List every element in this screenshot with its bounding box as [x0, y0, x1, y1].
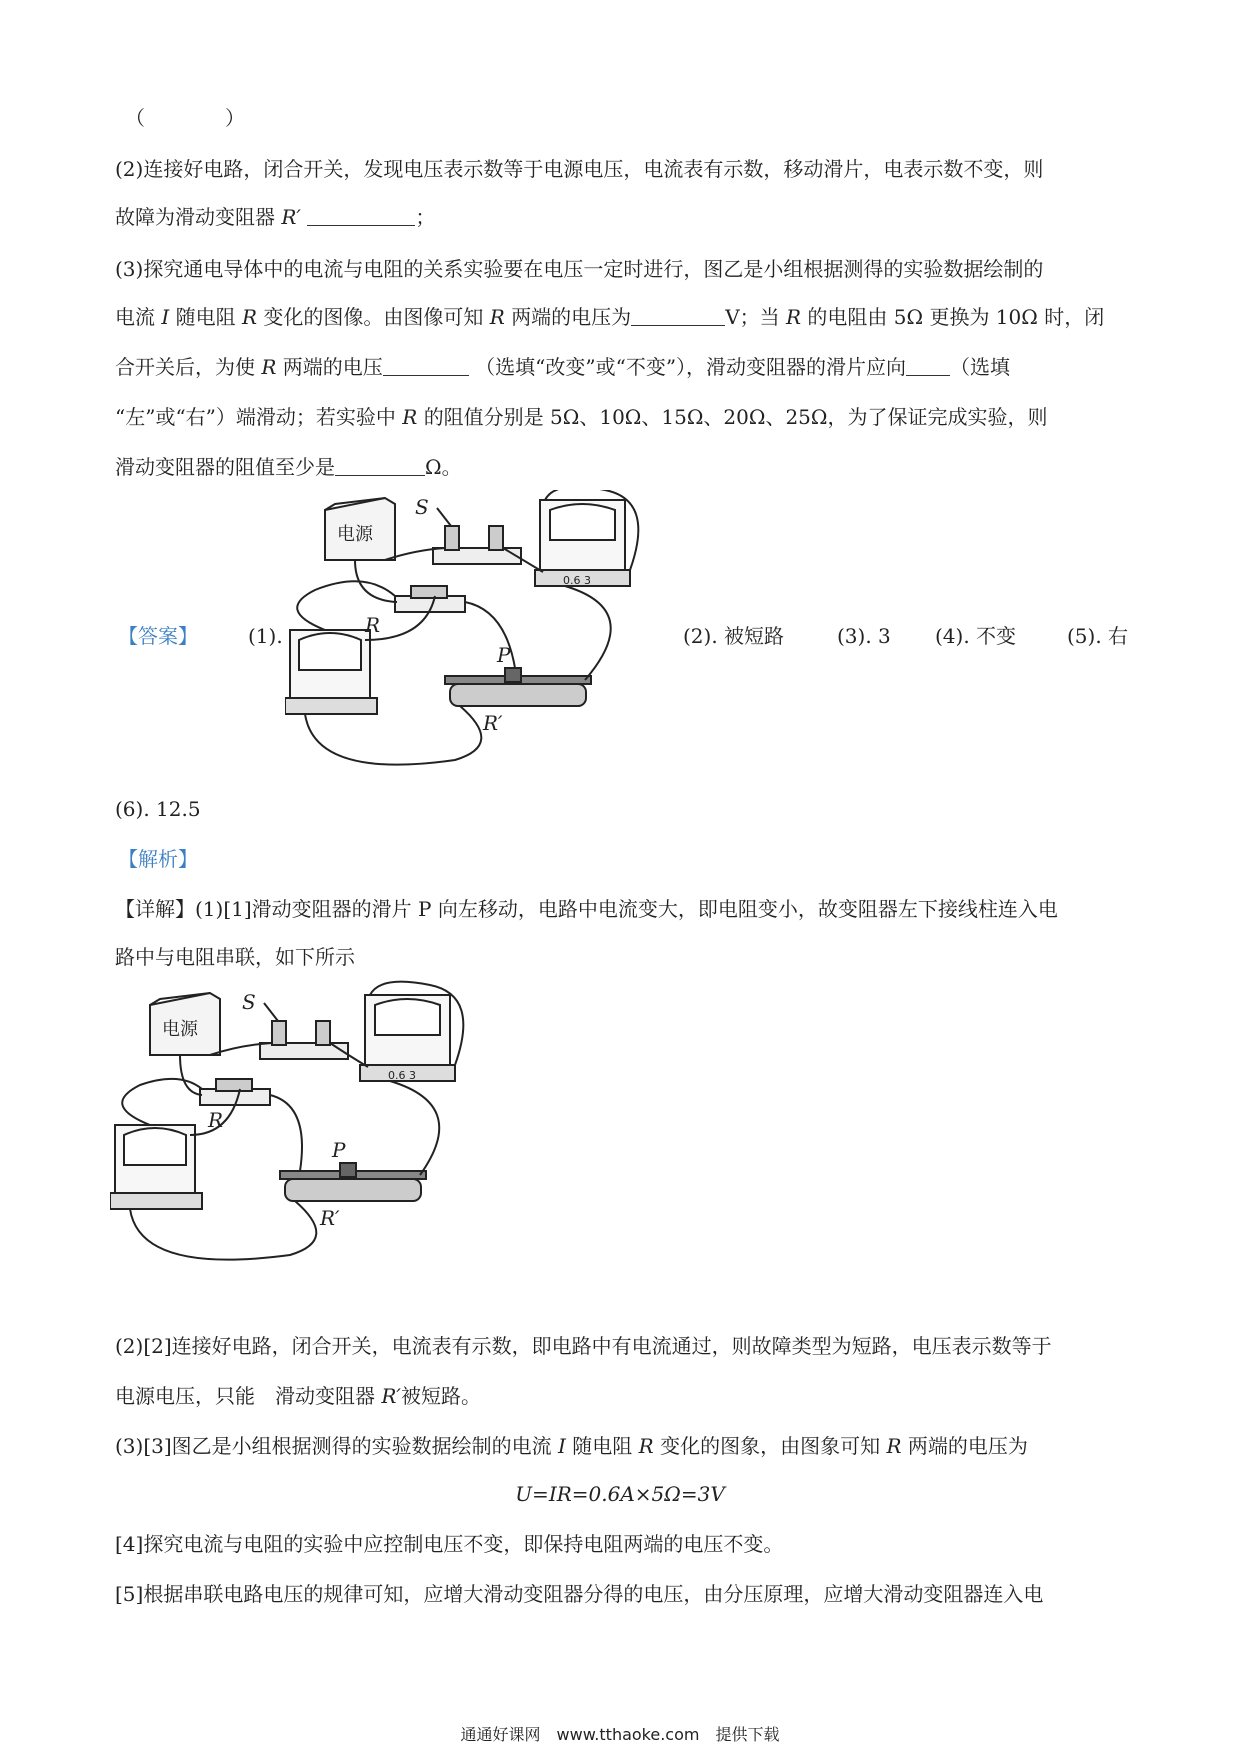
detail-5: [5]根据串联电路电压的规律可知，应增大滑动变阻器分得的电压，由分压原理，应增大滑动变阻器连入电	[115, 1582, 1044, 1606]
question-3-line-2	[115, 303, 1104, 331]
slider-label: P	[497, 643, 511, 667]
detail-text: 变化的图象，由图象可知	[660, 1434, 881, 1458]
ammeter-scale-label: 0.6 3	[563, 574, 591, 587]
q3-symbol-r: R	[241, 305, 258, 329]
detail-text: 两端的电压为	[907, 1434, 1028, 1458]
detail-text: (3)[3]图乙是小组根据测得的实验数据绘制的电流	[115, 1434, 552, 1458]
detail-symbol-r: R	[886, 1434, 902, 1458]
q3-text: “左”或“右”）端滑动；若实验中	[115, 405, 396, 429]
detail-line-2: 路中与电阻串联，如下所示	[115, 945, 355, 969]
q3-blank-2[interactable]	[383, 355, 469, 376]
formula: U=IR=0.6A×5Ω=3V	[515, 1482, 725, 1506]
detail-symbol-r: R	[638, 1434, 654, 1458]
answer-1: (1).	[248, 624, 283, 648]
answer-5: (5). 右	[1067, 624, 1129, 648]
circuit-diagram-answer	[285, 490, 645, 780]
switch-label: S	[415, 495, 429, 519]
slider-label: P	[332, 1138, 346, 1162]
question-3-line-5	[115, 453, 462, 481]
q3-text: Ω。	[425, 455, 462, 479]
answer-3: (3). 3	[837, 624, 891, 648]
q3-text: 的阻值分别是 5Ω、10Ω、15Ω、20Ω、25Ω，为了保证完成实验，则	[423, 405, 1048, 429]
q3-text: 滑动变阻器的阻值至少是	[115, 455, 335, 479]
detail-text: 电源电压，只能 滑动变阻	[115, 1384, 355, 1408]
question-3-line-3	[115, 353, 1010, 381]
q3-text: 两端的电压	[282, 355, 383, 379]
detail-2-line-1: (2)[2]连接好电路，闭合开关，电流表有示数，即电路中有电流通过，则故障类型为短路，电压表示数等于	[115, 1334, 1052, 1358]
q3-text: 合开关后，为使	[115, 355, 255, 379]
page-footer: 通通好课网 www.tthaoke.com 提供下载	[460, 1725, 780, 1744]
q2-symbol-r: R′	[281, 205, 301, 229]
ammeter-scale-label: 0.6 3	[388, 1069, 416, 1082]
circuit-diagram-explanation	[110, 975, 470, 1265]
q3-text: （选填“改变”或“不变”），滑动变阻器的滑片应向	[475, 355, 907, 379]
q2-text-a: 故障为滑动变阻	[115, 205, 255, 229]
question-2-line-2: 故障为滑动变阻器 R′ ；	[115, 205, 436, 229]
q3-blank-3[interactable]	[906, 355, 950, 376]
q3-blank-4[interactable]	[335, 455, 425, 476]
power-supply-label: 电源	[162, 1019, 198, 1040]
rheostat-label: R′	[320, 1206, 340, 1230]
detail-text: 被短路。	[400, 1384, 481, 1408]
resistor-label: R	[208, 1108, 224, 1132]
q3-text: 随电阻	[175, 305, 236, 329]
detail-text: 随电阻	[572, 1434, 633, 1458]
q3-symbol-r: R	[489, 305, 505, 329]
q3-text: （选填	[950, 355, 1011, 379]
answer-parentheses: （ ）	[125, 106, 245, 130]
detail-4: [4]探究电流与电阻的实验中应控制电压不变，即保持电阻两端的电压不变。	[115, 1532, 784, 1556]
q3-text: 电流	[115, 305, 155, 329]
q2-text-b: ；	[415, 205, 436, 229]
q3-text: 的电阻由 5Ω 更换为 10Ω 时，闭	[807, 305, 1105, 329]
question-3-line-1: (3)探究通电导体中的电流与电阻的关系实验要在电压一定时进行，图乙是小组根据测得的实验数据绘制的	[115, 257, 1044, 281]
detail-line-1: 【详解】(1)[1]滑动变阻器的滑片 P 向左移动，电路中电流变大，即电阻变小，故变阻器左下接线柱连入电	[115, 897, 1058, 921]
q3-text: 两端的电压为	[511, 305, 632, 329]
q2-blank[interactable]	[307, 205, 415, 226]
analysis-tag: 【解析】	[118, 847, 198, 871]
detail-2-line-2: 电源电压，只能 滑动变阻器 R′被短路。	[115, 1384, 481, 1408]
question-3-line-4	[115, 403, 1047, 431]
switch-label: S	[242, 990, 256, 1014]
q3-text: 变化的图像。由图像可知	[263, 305, 484, 329]
q3-text: V；当	[725, 305, 780, 329]
answer-tag: 【答案】	[118, 624, 198, 648]
detail-symbol-i: I	[558, 1434, 566, 1458]
q3-symbol-r: R	[786, 305, 802, 329]
q3-symbol-i: I	[161, 305, 170, 329]
answer-2: (2). 被短路	[683, 624, 785, 648]
q3-symbol-r: R	[261, 355, 277, 379]
answer-4: (4). 不变	[935, 624, 1017, 648]
resistor-label: R	[365, 613, 381, 637]
detail-symbol-r: R′	[381, 1384, 401, 1408]
question-2-line-1: (2)连接好电路，闭合开关，发现电压表示数等于电源电压，电流表有示数，移动滑片，电表示数不变，则	[115, 157, 1044, 181]
rheostat-label: R′	[483, 711, 503, 735]
q3-blank-1[interactable]	[631, 305, 725, 326]
power-supply-label: 电源	[337, 524, 373, 545]
q3-symbol-r: R	[402, 405, 418, 429]
detail-3-line-1	[115, 1432, 1028, 1460]
answer-6: (6). 12.5	[115, 797, 201, 821]
